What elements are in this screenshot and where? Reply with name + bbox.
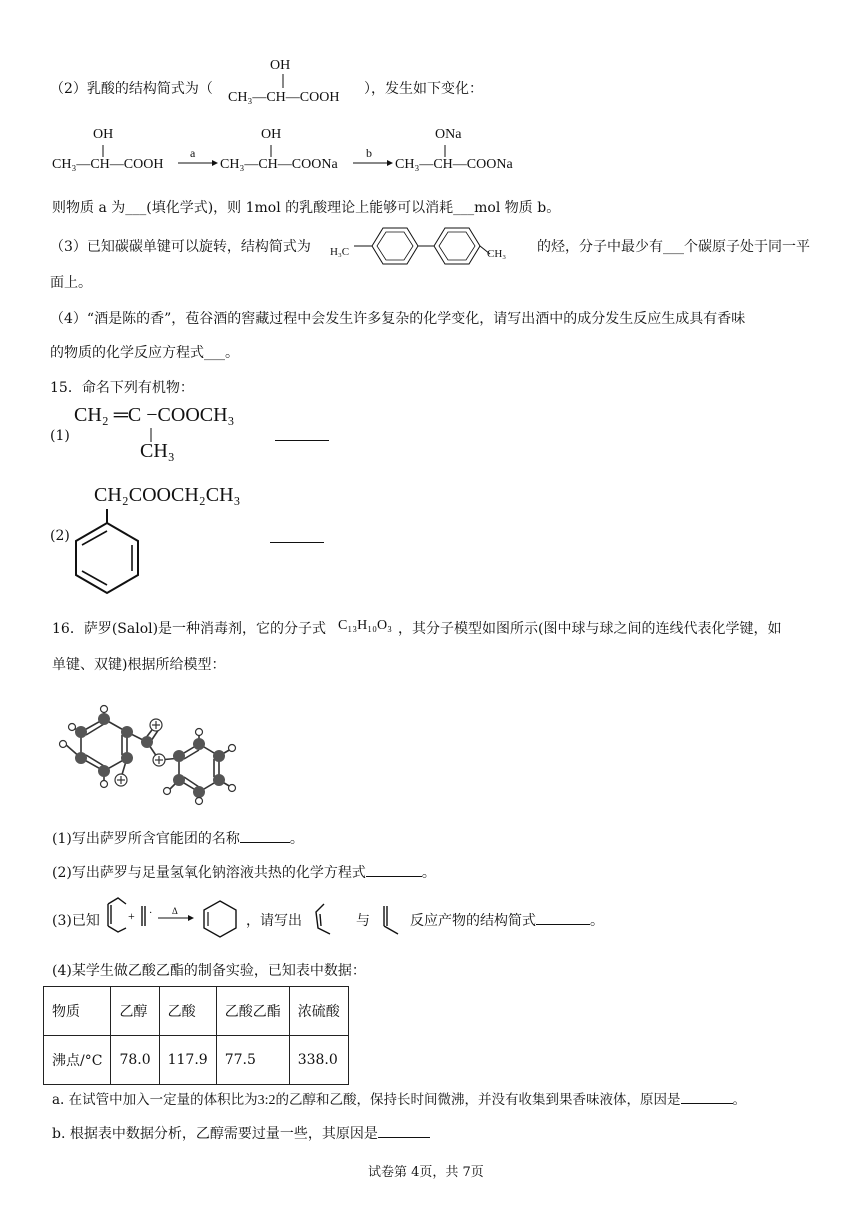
q15-item2-formula: CH₂COOCH₂CH₃ <box>94 484 241 506</box>
q15-item1-methyl: CH₃ <box>140 440 175 462</box>
boiling-point-table <box>43 986 349 1085</box>
q14-p4-line2: 的物质的化学反应方程式___。 <box>50 345 239 361</box>
reaction-arrow-b <box>353 158 393 168</box>
salol-formula: C₁₃H₁₀O₃ <box>338 618 392 633</box>
q15-item1-answer-blank[interactable] <box>275 440 329 441</box>
q16-sub3-and: 与 <box>356 913 370 929</box>
q16-part-b <box>52 1123 430 1143</box>
table-header-cell: 浓硫酸 <box>289 987 348 1036</box>
diene-plus-alkene-reaction <box>100 896 210 942</box>
q16-sub3-post: 反应产物的结构简式 。 <box>410 913 604 929</box>
page-footer: 试卷第 4页，共 7页 <box>368 1165 484 1180</box>
arrow-b-label: b <box>366 146 372 160</box>
q16-a-post: 的乙醇和乙酸，保持长时间微沸，并没有收集到果香味液体，原因是 <box>275 1092 681 1108</box>
scheme-s3-main: CH₃—CH—COONa <box>395 157 513 172</box>
alkene-reactant <box>380 902 402 936</box>
q16-intro-line2: 单键、双键)根据所给模型： <box>52 657 226 673</box>
q16-sub3-mid: ，请写出 <box>246 913 302 929</box>
q16-intro-post: ，其分子模型如图所示(图中球与球之间的连线代表化学键，如 <box>398 621 782 637</box>
q15-item1-formula: CH₂ ═C −COOCH₃ <box>74 404 235 426</box>
q14-p3-cont: 面上。 <box>50 275 92 291</box>
q16-sub3-post-text: 反应产物的结构简式 <box>410 913 536 929</box>
diene-reactant <box>312 902 338 936</box>
q16-sub2-blank[interactable] <box>366 876 422 877</box>
q14-p2-intro-pre: （2）乳酸的结构简式为（ <box>50 81 213 97</box>
scheme-s1-oh: OH <box>93 127 114 142</box>
table-header-cell: 乙酸乙酯 <box>216 987 289 1036</box>
table-cell: 117.9 <box>159 1036 216 1085</box>
biphenyl-left-methyl: H₃C <box>330 246 350 258</box>
table-header-cell: 乙醇 <box>111 987 159 1036</box>
scheme-s2-main: CH₃—CH—COONa <box>220 157 338 172</box>
table-header-cell: 物质 <box>44 987 111 1036</box>
table-header-cell: 乙酸 <box>159 987 216 1036</box>
reaction-arrow-a <box>178 158 218 168</box>
q16-b-blank[interactable] <box>378 1137 430 1138</box>
delta-symbol: Δ <box>172 906 178 916</box>
benzene-ring <box>68 505 148 595</box>
q16-a-pre: a. 在试管中加入一定量的体积比为 <box>52 1092 258 1108</box>
q15-item2-answer-blank[interactable] <box>270 542 324 543</box>
q16-sub1-text: (1)写出萨罗所含官能团的名称 <box>52 831 240 847</box>
q16-a-ratio: 3:2 <box>257 1093 276 1108</box>
biphenyl-right-methyl: CH₃ <box>487 248 507 260</box>
q14-p2-question: 则物质 a 为___(填化学式)，则 1mol 的乳酸理论上能够可以消耗___mol 物质 b。 <box>52 200 561 216</box>
table-header-row <box>44 987 349 1036</box>
lactic-main: CH₃—CH—COOH <box>228 90 340 105</box>
q15-item2-label: (2) <box>50 528 70 544</box>
q14-p4-line1: （4）“酒是陈的香”，苞谷酒的窖藏过程中会发生许多复杂的化学变化，请写出酒中的成分发生反应生成具有香味 <box>50 311 746 327</box>
q16-sub3-blank[interactable] <box>536 924 590 925</box>
q16-intro-pre: 16．萨罗(Salol)是一种消毒剂，它的分子式 <box>52 621 327 637</box>
svg-text:·: · <box>149 908 153 919</box>
scheme-s1-main: CH₃—CH—COOH <box>52 157 164 172</box>
table-cell: 78.0 <box>111 1036 159 1085</box>
table-cell: 沸点/°C <box>44 1036 111 1085</box>
salol-molecule-model <box>55 702 255 802</box>
q16-sub1: (1)写出萨罗所含官能团的名称 。 <box>52 831 304 847</box>
q14-p2-intro-post: ），发生如下变化： <box>364 81 483 97</box>
table-cell: 338.0 <box>289 1036 348 1085</box>
q16-a-blank[interactable] <box>681 1103 733 1104</box>
q16-sub2: (2)写出萨罗与足量氢氧化钠溶液共热的化学方程式 。 <box>52 865 436 881</box>
cyclohexene-product <box>200 898 240 940</box>
q16-part-a: a. 在试管中加入一定量的体积比为3:2的乙醇和乙酸，保持长时间微沸，并没有收集到果香味液体，原因是 。 <box>52 1092 747 1108</box>
q15-item1-label: (1) <box>50 428 70 444</box>
q16-sub4: (4)某学生做乙酸乙酯的制备实验，已知表中数据： <box>52 963 366 979</box>
q16-sub3-pre: (3)已知 <box>52 913 100 929</box>
scheme-s3-ona: ONa <box>435 127 462 142</box>
q14-p3-post: 的烃，分子中最少有___个碳原子处于同一平 <box>537 239 810 255</box>
q16-sub1-blank[interactable] <box>240 842 290 843</box>
table-row <box>44 1036 349 1085</box>
lactic-oh: OH <box>270 58 291 73</box>
q15-title: 15．命名下列有机物： <box>50 380 194 396</box>
q14-p3-pre: （3）已知碳碳单键可以旋转，结构简式为 <box>50 239 311 255</box>
scheme-s2-oh: OH <box>261 127 282 142</box>
table-cell: 77.5 <box>216 1036 289 1085</box>
q16-b-text: b. 根据表中数据分析，乙醇需要过量一些，其原因是 <box>52 1126 378 1142</box>
arrow-a-label: a <box>190 146 196 160</box>
q16-sub2-text: (2)写出萨罗与足量氢氧化钠溶液共热的化学方程式 <box>52 865 366 881</box>
svg-text:+: + <box>128 909 135 923</box>
